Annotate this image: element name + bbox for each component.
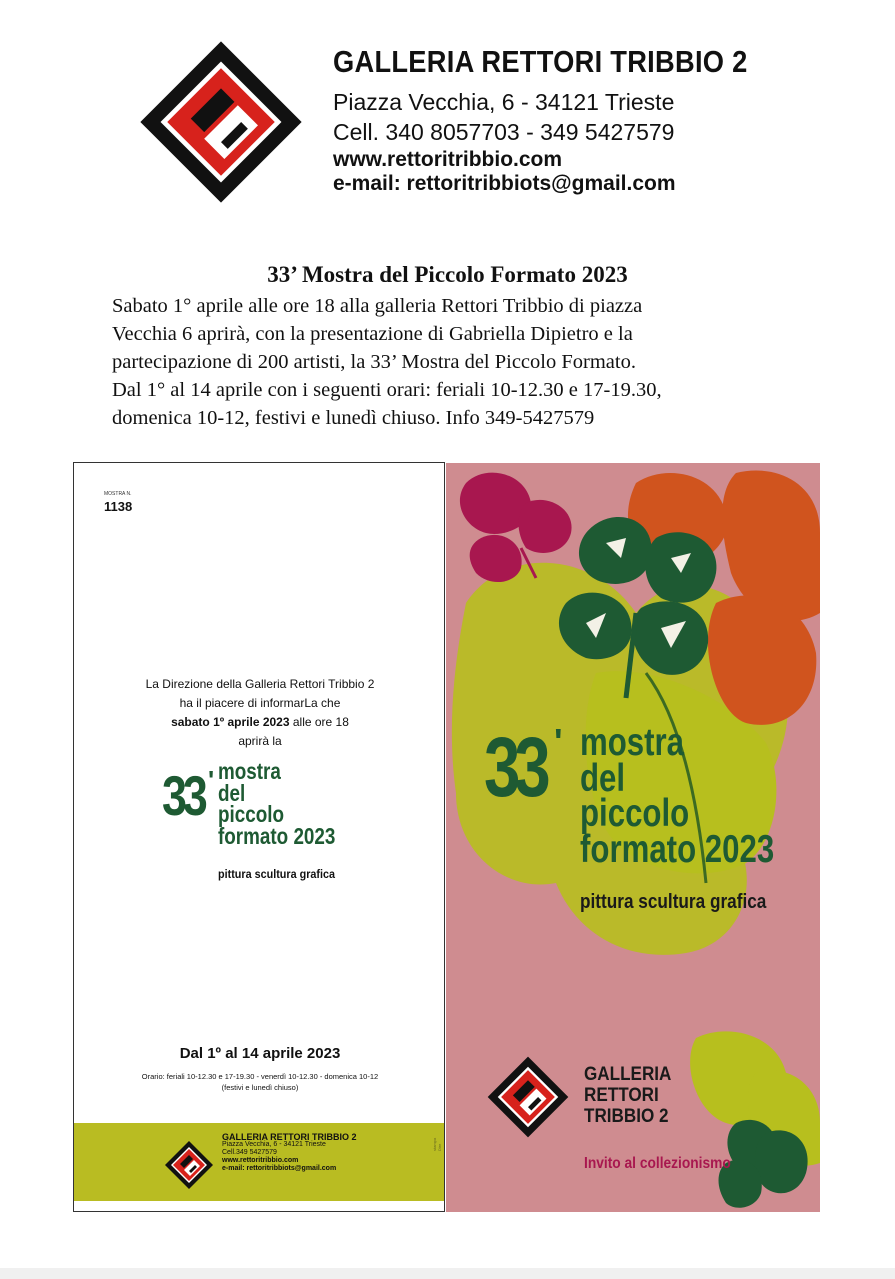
band-website-link[interactable]: www.rettoritribbio.com [222,1157,299,1164]
gallery-email-link[interactable]: e-mail: rettoritribbiots@gmail.com [333,172,676,195]
gallery-logo-icon [486,1055,570,1139]
title-line: formato 2023 [218,822,336,849]
cover-title-line: del [580,756,626,800]
exhibition-number-label: MOSTRA N. [104,491,132,497]
opening-hours [74,1071,445,1093]
cover-gallery-line: TRIBBIO 2 [584,1106,669,1127]
title-line: piccolo [218,801,285,827]
printer-credit: stampa Dire [432,1137,442,1151]
title-line: mostra [218,758,281,784]
invitation-line [74,713,445,732]
gallery-address: Piazza Vecchia, 6 - 34121 Trieste [333,89,675,115]
opening-time: alle ore 18 [289,715,349,729]
announcement-title: 33’ Mostra del Piccolo Formato 2023 [267,262,628,287]
cover-subtitle: pittura scultura grafica [580,891,767,913]
contact-band [74,1123,445,1201]
cover-gallery-name [584,1064,671,1127]
hours-line: (festivi e lunedì chiuso) [221,1083,299,1092]
exhibition-number: 1138 [104,499,133,514]
cover-tagline: Invito al collezionismo [584,1155,731,1172]
invitation-line: ha il piacere di informarLa che [179,696,341,710]
cover-edition-number: 33 [484,720,545,814]
exhibition-title [218,758,336,849]
announcement-line: partecipazione di 200 artisti, la 33’ Mostra del Piccolo Formato. [112,351,636,373]
invitation-line: aprirà la [238,734,282,748]
band-cell: Cell.349 5427579 [222,1149,277,1156]
announcement-line: Vecchia 6 aprirà, con la presentazione di Gabriella Dipietro e la [112,323,633,345]
cover-title [580,721,775,871]
announcement-line: Dal 1° al 14 aprile con i seguenti orari: feriali 10-12.30 e 17-19.30, [112,379,662,401]
band-address: Piazza Vecchia, 6 - 34121 Trieste [222,1141,326,1148]
announcement-line: domenica 10-12, festivi e lunedì chiuso. Info 349-5427579 [112,407,595,429]
exhibition-dates: Dal 1º al 14 aprile 2023 [179,1045,341,1062]
cover-title-line: formato 2023 [580,827,775,871]
gallery-name: GALLERIA RETTORI TRIBBIO 2 [333,44,748,79]
band-gallery-name: GALLERIA RETTORI TRIBBIO 2 [222,1132,357,1142]
opening-date: sabato 1º aprile 2023 [171,715,290,729]
announcement-line: Sabato 1° aprile alle ore 18 alla galleria Rettori Tribbio di piazza [112,295,643,317]
invitation-line: La Direzione della Galleria Rettori Tribbio 2 [145,677,375,691]
exhibition-subtitle: pittura scultura grafica [218,867,336,881]
cover-title-line: piccolo [580,792,690,835]
cover-card [446,463,820,1212]
invitation-text [74,675,445,751]
title-line: del [218,779,246,806]
gallery-website-link[interactable]: www.rettoritribbio.com [333,148,563,171]
gallery-logo-icon [137,38,305,206]
invitation-card [73,462,445,1212]
cover-gallery-line: GALLERIA [584,1064,672,1085]
hours-line: Orario: feriali 10-12.30 e 17-19.30 - venerdì 10-12.30 - domenica 10-12 [141,1072,379,1081]
announcement-body [112,292,792,432]
contact-details [222,1133,357,1173]
edition-apostrophe: ' [208,765,215,795]
cover-title-line: mostra [580,721,685,764]
page-bottom-strip [0,1268,895,1279]
edition-number: 33 [162,764,204,827]
cover-edition-apostrophe: ' [554,721,563,762]
band-email-link[interactable]: e-mail: rettoritribbiots@gmail.com [222,1165,337,1172]
cover-gallery-line: RETTORI [584,1085,659,1106]
gallery-phones: Cell. 340 8057703 - 349 5427579 [333,119,675,145]
gallery-logo-icon [164,1140,214,1190]
